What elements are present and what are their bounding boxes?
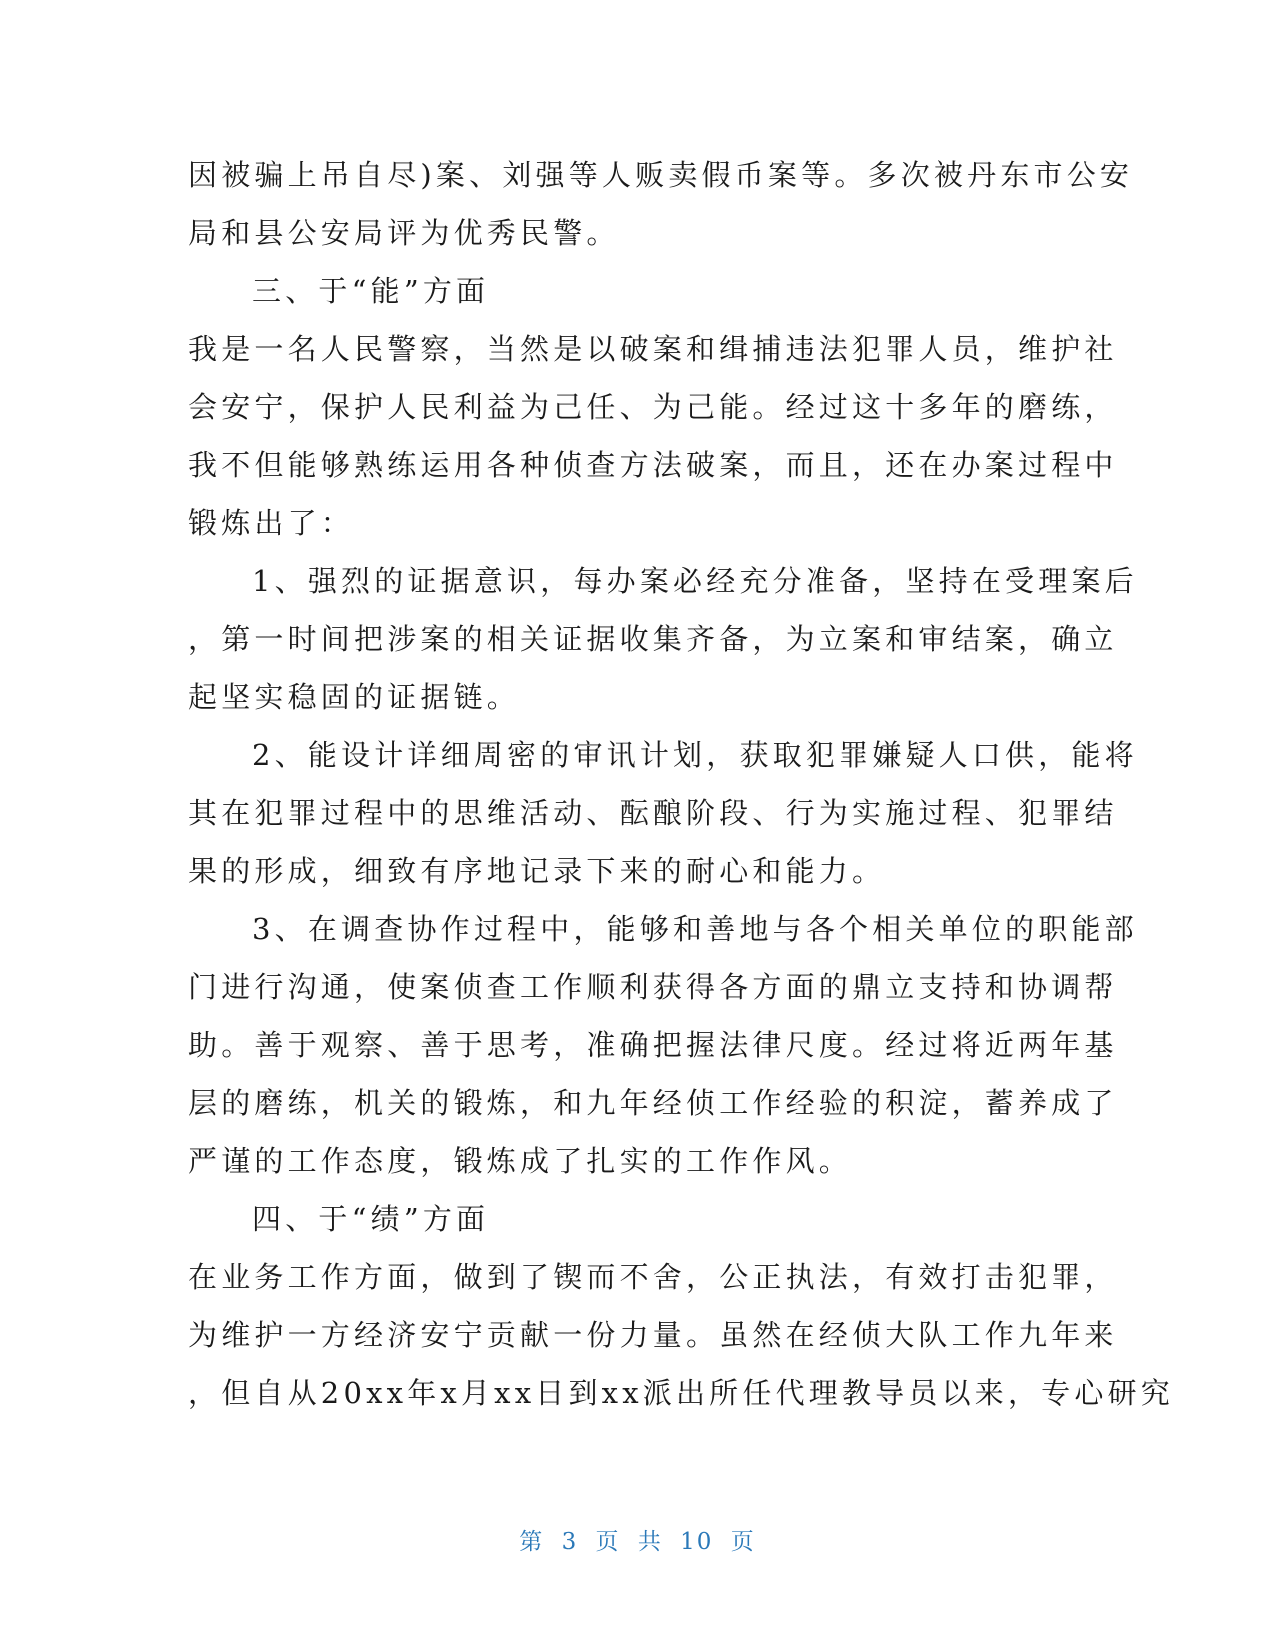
page-footer [0,1523,1275,1556]
list-item: 3、在调查协作过程中，能够和善地与各个相关单位的职能部 [252,912,1138,946]
footer-prefix: 第 [519,1529,545,1555]
footer-total-word: 共 [637,1529,663,1555]
text-line: ，但自从20xx年x月xx日到xx派出所任代理教导员以来，专心研究 [188,1376,1174,1410]
text-line: 因被骗上吊自尽)案、刘强等人贩卖假币案等。多次被丹东市公安 [188,158,1134,192]
list-item: 2、能设计详细周密的审讯计划，获取犯罪嫌疑人口供，能将 [252,738,1138,772]
text-line: 果的形成，细致有序地记录下来的耐心和能力。 [188,854,886,888]
text-line: ，第一时间把涉案的相关证据收集齐备，为立案和审结案，确立 [188,622,1118,656]
text-line: 起坚实稳固的证据链。 [188,680,521,714]
text-line: 局和县公安局评为优秀民警。 [188,216,620,250]
footer-suffix: 页 [730,1529,756,1555]
text-line: 门进行沟通，使案侦查工作顺利获得各方面的鼎立支持和协调帮 [188,970,1118,1004]
section-heading: 四、于“绩”方面 [252,1202,490,1236]
text-line: 我是一名人民警察，当然是以破案和缉捕违法犯罪人员，维护社 [188,332,1118,366]
list-item: 1、强烈的证据意识，每办案必经充分准备，坚持在受理案后 [252,564,1138,598]
text-line: 在业务工作方面，做到了锲而不舍，公正执法，有效打击犯罪， [188,1260,1118,1294]
section-heading: 三、于“能”方面 [252,274,490,308]
text-line: 会安宁，保护人民利益为己任、为己能。经过这十多年的磨练， [188,390,1118,424]
text-line: 其在犯罪过程中的思维活动、酝酿阶段、行为实施过程、犯罪结 [188,796,1118,830]
text-line: 为维护一方经济安宁贡献一份力量。虽然在经侦大队工作九年来 [188,1318,1118,1352]
footer-page-word: 页 [595,1529,621,1555]
text-line: 我不但能够熟练运用各种侦查方法破案，而且，还在办案过程中 [188,448,1118,482]
text-line: 助。善于观察、善于思考，准确把握法律尺度。经过将近两年基 [188,1028,1118,1062]
total-pages-number: 10 [680,1529,714,1555]
current-page-number: 3 [561,1529,579,1555]
text-line: 锻炼出了： [188,506,355,540]
document-body [188,146,1174,1422]
text-line: 严谨的工作态度，锻炼成了扎实的工作作风。 [188,1144,853,1178]
text-line: 层的磨练，机关的锻炼，和九年经侦工作经验的积淀，蓄养成了 [188,1086,1118,1120]
